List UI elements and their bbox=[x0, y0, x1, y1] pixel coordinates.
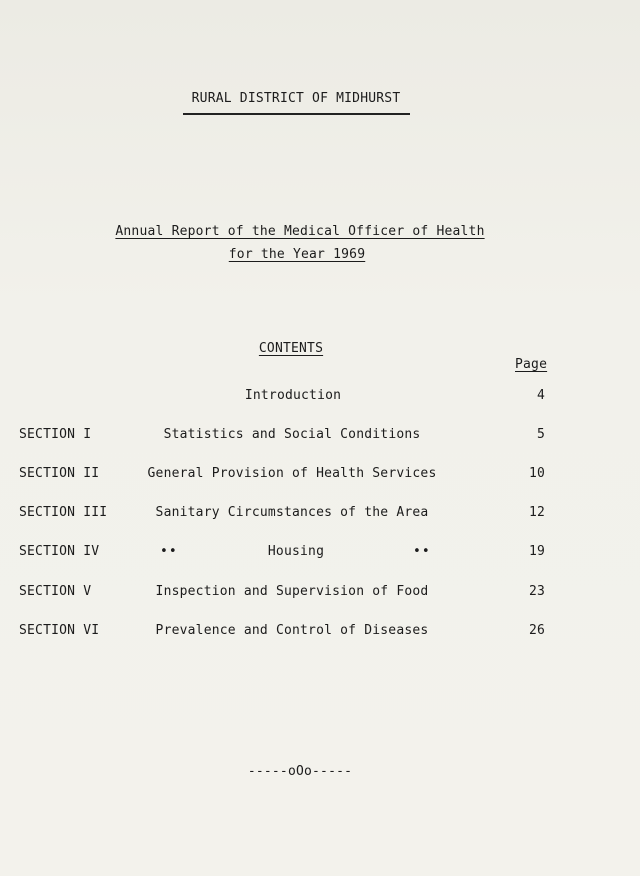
footer-ornament: -----oOo----- bbox=[247, 764, 353, 779]
district-heading: RURAL DISTRICT OF MIDHURST bbox=[191, 91, 401, 106]
toc-page-section-vi: 26 bbox=[528, 623, 545, 638]
toc-section-iv: SECTION IV bbox=[19, 544, 100, 559]
toc-page-section-iii: 12 bbox=[528, 505, 545, 520]
toc-leader-left-section-iv: •• bbox=[160, 544, 178, 559]
report-title-line1: Annual Report of the Medical Officer of Health bbox=[115, 224, 485, 239]
toc-title-section-iii: Sanitary Circumstances of the Area bbox=[155, 505, 429, 520]
toc-page-introduction: 4 bbox=[536, 388, 545, 403]
toc-section-v: SECTION V bbox=[19, 584, 92, 599]
toc-title-section-vi: Prevalence and Control of Diseases bbox=[155, 623, 429, 638]
toc-section-i: SECTION I bbox=[19, 427, 92, 442]
report-title-line2: for the Year 1969 bbox=[228, 247, 366, 262]
toc-leader-right-section-iv: •• bbox=[413, 544, 431, 559]
toc-title-section-v: Inspection and Supervision of Food bbox=[155, 584, 429, 599]
page-column-label: Page bbox=[515, 357, 548, 372]
toc-page-section-ii: 10 bbox=[528, 466, 545, 481]
toc-section-vi: SECTION VI bbox=[19, 623, 100, 638]
contents-heading: CONTENTS bbox=[258, 341, 324, 356]
toc-page-section-v: 23 bbox=[528, 584, 545, 599]
toc-page-section-i: 5 bbox=[536, 427, 545, 442]
toc-title-section-iv: Housing bbox=[267, 544, 325, 559]
toc-title-section-ii: General Provision of Health Services bbox=[147, 466, 437, 481]
toc-section-ii: SECTION II bbox=[19, 466, 100, 481]
toc-section-iii: SECTION III bbox=[19, 505, 108, 520]
toc-page-section-iv: 19 bbox=[528, 544, 545, 559]
toc-title-introduction: Introduction bbox=[244, 388, 342, 403]
district-heading-rule bbox=[183, 113, 410, 115]
toc-title-section-i: Statistics and Social Conditions bbox=[163, 427, 421, 442]
